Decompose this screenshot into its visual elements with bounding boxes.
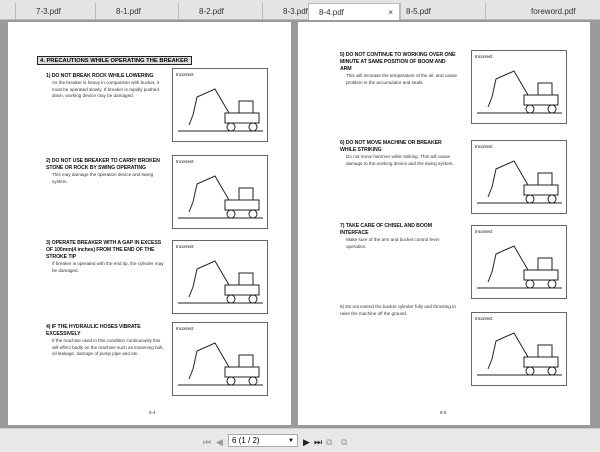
last-page-icon[interactable]: ⏭ — [314, 437, 323, 447]
figure-3: Incorrect — [172, 240, 268, 314]
figure-4: Incorrect — [172, 322, 268, 396]
tab-8-5[interactable]: 8-5.pdf — [400, 3, 480, 20]
excavator-illustration — [173, 241, 269, 315]
section-8: 8) Do not extend the bucket cylinder fully and thrusting to raise the machine off the ground. — [340, 304, 456, 316]
tab-bar — [0, 0, 600, 20]
excavator-illustration — [173, 69, 269, 143]
navigation-toolbar — [0, 428, 600, 452]
figure-2: Incorrect — [172, 155, 268, 229]
figure-7: Incorrect — [471, 225, 567, 299]
tab-foreword[interactable]: foreword.pdf — [485, 3, 600, 20]
page-number: 8-4 — [149, 410, 156, 415]
excavator-illustration — [472, 226, 568, 300]
figure-8: Incorrect — [471, 312, 567, 386]
copy-page-icon[interactable]: ⧉ — [341, 437, 348, 447]
section-6: 6) DO NOT MOVE MACHINE OR BREAKER WHILE STRIKING Do not move hammer while striking. This will cause damage to the working device and the swing system. — [340, 140, 454, 166]
figure-5: Incorrect — [471, 50, 567, 124]
section-2: 2) DO NOT USE BREAKER TO CARRY BROKEN STONE OR ROCK BY SWING OPERATING This may damage the operation device and swing system. — [46, 158, 160, 184]
excavator-illustration — [472, 141, 568, 215]
pdf-page-right — [298, 22, 590, 425]
section-7: 7) TAKE CARE OF CHISEL AND BOOM INTERFACE Make sure of the arm and bucket control lever operation. — [340, 223, 440, 249]
page-select[interactable]: 6 (1 / 2) ▼ — [228, 434, 298, 447]
section-1: 1) DO NOT BREAK ROCK WHILE LOWERING As the breaker is heavy in comparison with bucket, it must be operated slowly. If breaker is rapidly pushed down, working device may be damaged. — [46, 73, 159, 98]
close-icon[interactable]: × — [388, 8, 393, 17]
prev-page-icon[interactable]: ◀ — [216, 437, 223, 447]
tab-7-3[interactable]: 7-3.pdf — [15, 3, 90, 20]
tab-8-1[interactable]: 8-1.pdf — [95, 3, 175, 20]
excavator-illustration — [472, 313, 568, 387]
figure-6: Incorrect — [471, 140, 567, 214]
section-3: 3) OPERATE BREAKER WITH A GAP IN EXCESS OF 100mm(4 inches) FROM THE END OF THE STROKE TIP If breaker is operated with the end tip, the cylinder may be damaged. — [46, 240, 164, 273]
copy-icon[interactable]: ⧉ — [326, 437, 333, 447]
excavator-illustration — [173, 156, 269, 230]
chevron-down-icon: ▼ — [288, 438, 294, 444]
excavator-illustration — [173, 323, 269, 397]
tab-8-2[interactable]: 8-2.pdf — [178, 3, 258, 20]
pdf-page-left — [8, 22, 291, 425]
section-5: 5) DO NOT CONTINUE TO WORKING OVER ONE MINUTE AT SAME POSITION OF BOOM AND ARM This will increase the temperature of the oil, and cause problem in the accumulator and seals. — [340, 52, 458, 85]
next-page-icon[interactable]: ▶ — [303, 437, 310, 447]
excavator-illustration — [472, 51, 568, 125]
figure-1: Incorrect — [172, 68, 268, 142]
section-4: 4) IF THE HYDRAULIC HOSES VIBRATE EXCESSIVELY If the machine used in this condition continuously this will effect badly on the machine such as loosening bolt, oil leakage, damage of pump pipe and etc. — [46, 324, 164, 356]
first-page-icon[interactable]: ⏮ — [203, 437, 212, 447]
tab-8-3[interactable]: 8-3.pdf — [262, 3, 342, 20]
section-title: 4. PRECAUTIONS WHILE OPERATING THE BREAKER — [37, 56, 192, 65]
tab-8-4[interactable]: 8-4.pdf × — [308, 3, 400, 20]
page-number: 8-5 — [440, 410, 447, 415]
